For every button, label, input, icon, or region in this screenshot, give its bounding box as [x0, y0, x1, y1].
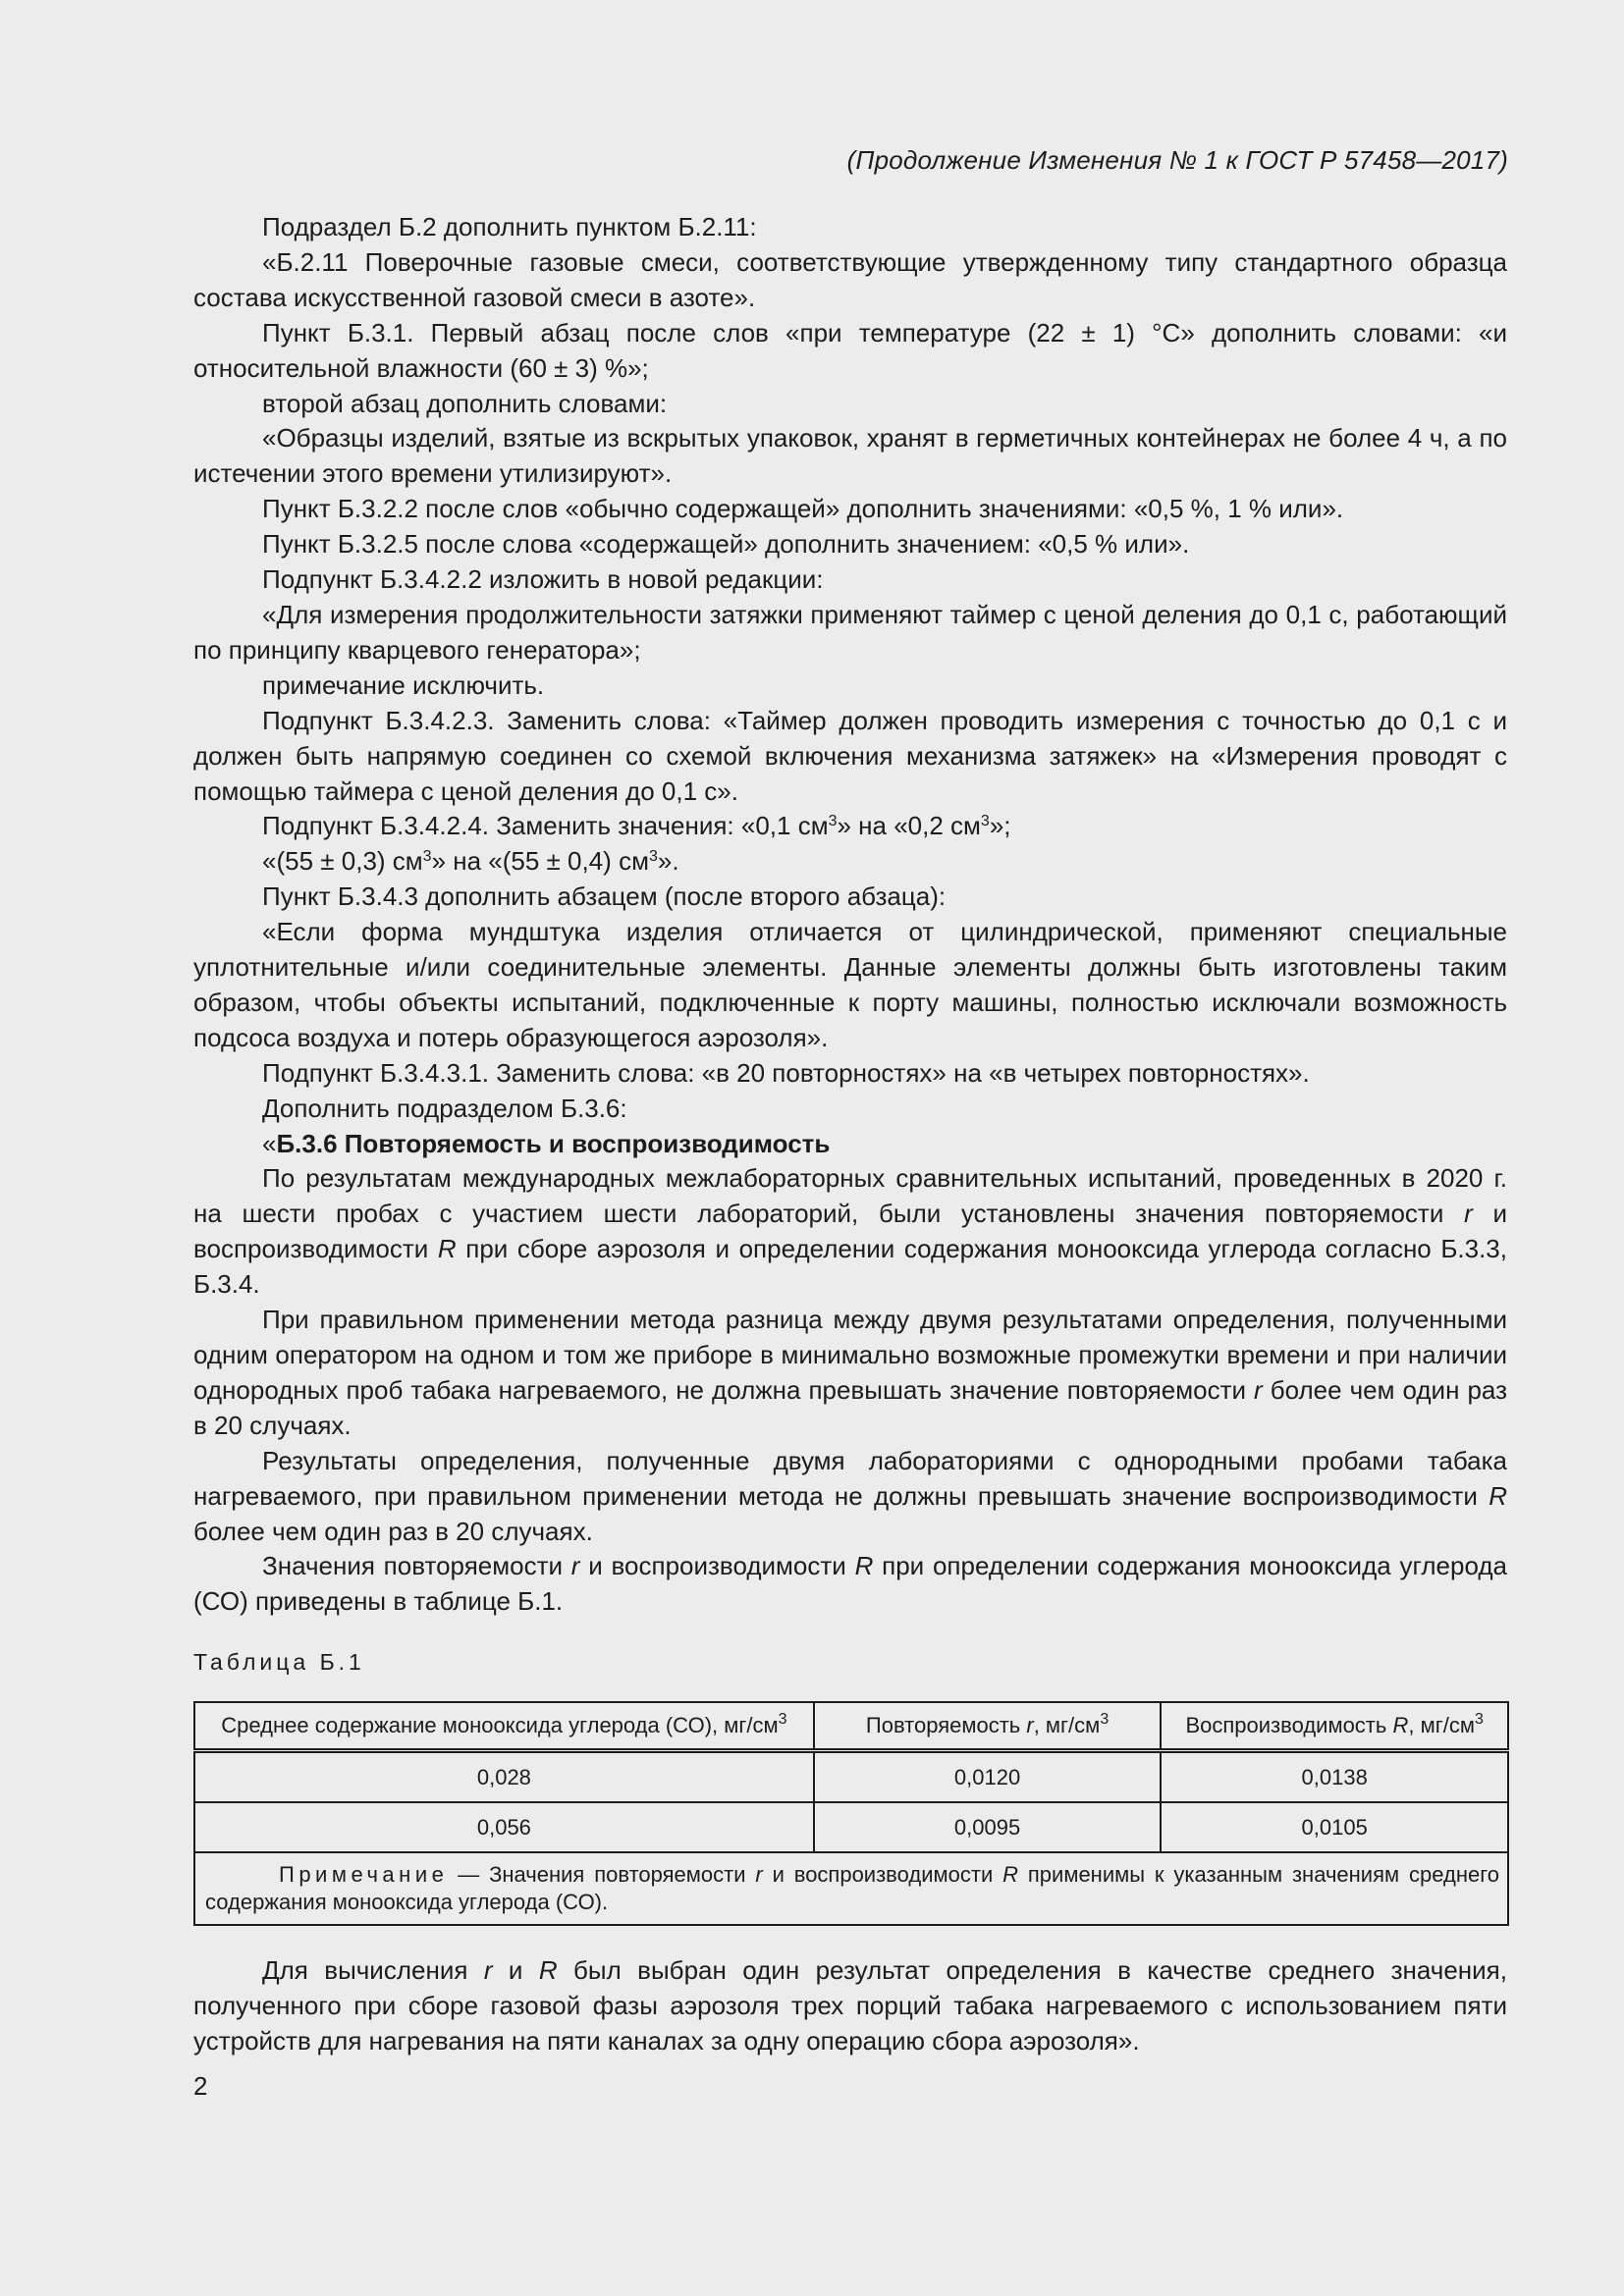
- text-run: «: [262, 1128, 277, 1158]
- table-caption: Таблица Б.1: [193, 1649, 365, 1675]
- paragraph: второй абзац дополнить словами:: [262, 388, 668, 418]
- text-run: был выбран один результат определения в качестве среднего значения, полученного при сборе газовой фазы аэрозоля трех порций табака нагреваемого с использованием пяти устройств для нагревания на пяти каналах за одну операцию сбора аэрозоля».: [193, 1955, 1507, 2056]
- text-run: и воспроизводимости: [579, 1551, 855, 1581]
- symbol-R: R: [538, 1955, 558, 1985]
- paragraph: «Б.2.11 Поверочные газовые смеси, соответствующие утвержденному типу стандартного образца состава искусственной газовой смеси в азоте».: [193, 246, 1507, 312]
- column-header: [194, 1702, 814, 1751]
- symbol-R: R: [1392, 1713, 1409, 1737]
- text-run: и: [492, 1955, 539, 1985]
- table-cell: 0,0095: [814, 1802, 1162, 1852]
- page-number: 2: [193, 2071, 208, 2101]
- text-run: Среднее содержание монооксида углерода (СО), мг/см: [221, 1713, 779, 1737]
- text-run: » на «0,2 см: [837, 811, 981, 841]
- paragraph: [193, 1549, 1507, 1620]
- text-run: более чем один раз в 20 случаях.: [193, 1516, 593, 1546]
- column-header: [814, 1702, 1162, 1751]
- text-run: Повторяемость: [865, 1713, 1027, 1737]
- symbol-r: r: [570, 1551, 580, 1581]
- paragraph: Пункт Б.3.1. Первый абзац после слов «при температуре (22 ± 1) °С» дополнить словами: «и относительной влажности (60 ± 3) %»;: [193, 317, 1507, 383]
- section-heading-text: Б.3.6 Повторяемость и воспроизводимость: [276, 1128, 831, 1158]
- paragraph: Подпункт Б.3.4.3.1. Заменить слова: «в 20 повторностях» на «в четырех повторностях».: [262, 1057, 1310, 1088]
- text-run: «(55 ± 0,3) см: [262, 846, 423, 877]
- paragraph: Дополнить подразделом Б.3.6:: [262, 1093, 627, 1123]
- paragraph: [193, 1444, 1507, 1550]
- paragraph: Подпункт Б.3.4.2.3. Заменить слова: «Таймер должен проводить измерения с точностью до 0,1 с и должен быть напрямую соединен со схемой включения механизма затяжек» на «Измерения проводят с помощью таймера с ценой деления до 0,1 с».: [193, 705, 1507, 806]
- text-run: , мг/см: [1408, 1713, 1475, 1737]
- symbol-r: r: [1254, 1374, 1263, 1405]
- text-run: Подпункт Б.3.4.2.4. Заменить значения: «0,1 см: [262, 811, 829, 841]
- symbol-r: r: [755, 1862, 763, 1887]
- superscript: 3: [980, 813, 990, 830]
- symbol-R: R: [437, 1234, 457, 1264]
- text-run: применимы к указанным значениям среднего содержания монооксида углерода (СО).: [205, 1862, 1499, 1914]
- text-run: при сборе аэрозоля и определении содержания монооксида углерода согласно Б.3.3, Б.3.4.: [193, 1234, 1507, 1300]
- symbol-r: r: [483, 1955, 493, 1985]
- paragraph: [193, 844, 1507, 880]
- text-run: При правильном применении метода разница между двумя результатами определения, полученными одним оператором на одном и том же приборе в минимально возможные промежутки времени и при наличии однородных проб табака нагреваемого, не должна превышать значение повторяемости: [193, 1305, 1507, 1405]
- paragraph: [193, 809, 1507, 844]
- text-run: и воспроизводимости: [193, 1199, 1507, 1264]
- column-header: [1161, 1702, 1508, 1751]
- note-label: Примечание: [279, 1862, 449, 1887]
- superscript: 3: [778, 1711, 787, 1728]
- superscript: 3: [828, 813, 838, 830]
- symbol-R: R: [854, 1551, 874, 1581]
- paragraph: примечание исключить.: [262, 669, 545, 700]
- data-table: [193, 1701, 1509, 1926]
- superscript: 3: [422, 848, 432, 866]
- symbol-r: r: [1464, 1199, 1473, 1229]
- body-text: [193, 210, 1507, 1620]
- paragraph: «Образцы изделий, взятые из вскрытых упаковок, хранят в герметичных контейнерах не более 4 ч, а по истечении этого времени утилизируют».: [193, 423, 1507, 489]
- paragraph: Пункт Б.3.4.3 дополнить абзацем (после второго абзаца):: [262, 881, 947, 912]
- text-run: более чем один раз в 20 случаях.: [193, 1374, 1507, 1440]
- paragraph: Пункт Б.3.2.2 после слов «обычно содержащей» дополнить значениями: «0,5 %, 1 % или».: [262, 494, 1344, 524]
- paragraph: [193, 1303, 1507, 1444]
- text-run: ».: [657, 846, 679, 877]
- text-run: По результатам международных межлабораторных сравнительных испытаний, проведенных в 2020 г. на шести пробах с участием шести лабораторий, были установлены значения повторяемости: [193, 1163, 1507, 1229]
- text-run: Значения повторяемости: [262, 1551, 571, 1581]
- text-run: , мг/см: [1033, 1713, 1101, 1737]
- table-cell: 0,0120: [814, 1751, 1162, 1803]
- paragraph: Подпункт Б.3.4.2.2 изложить в новой редакции:: [262, 564, 824, 595]
- table-row: [194, 1802, 1508, 1852]
- running-header: (Продолжение Изменения № 1 к ГОСТ Р 57458—2017): [846, 145, 1508, 175]
- section-heading: [193, 1127, 1507, 1162]
- table-row: [194, 1751, 1508, 1803]
- superscript: 3: [1100, 1711, 1110, 1728]
- table-cell: 0,0105: [1161, 1802, 1508, 1852]
- table-cell: 0,056: [194, 1802, 814, 1852]
- text-run: Воспроизводимость: [1185, 1713, 1393, 1737]
- superscript: 3: [648, 848, 658, 866]
- paragraph: «Если форма мундштука изделия отличается от цилиндрической, применяют специальные уплотнительные и/или соединительные элементы. Данные элементы должны быть изготовлены таким образом, чтобы объекты испытаний, подключенные к порту машины, полностью исключали возможность подсоса воздуха и потерь образующегося аэрозоля».: [193, 917, 1507, 1052]
- text-run: Результаты определения, полученные двумя лабораториями с однородными пробами табака нагреваемого, при правильном применении метода не должны превышать значение воспроизводимости: [193, 1445, 1507, 1511]
- text-run: » на «(55 ± 0,4) см: [431, 846, 649, 877]
- superscript: 3: [1474, 1711, 1484, 1728]
- paragraph: [193, 1161, 1507, 1303]
- symbol-R: R: [1002, 1862, 1018, 1887]
- paragraph: Подраздел Б.2 дополнить пунктом Б.2.11:: [262, 212, 757, 241]
- table-note: [194, 1852, 1508, 1925]
- table-cell: 0,0138: [1161, 1751, 1508, 1803]
- table-cell: 0,028: [194, 1751, 814, 1803]
- text-run: и воспроизводимости: [762, 1862, 1003, 1887]
- text-run: — Значения повторяемости: [448, 1862, 756, 1887]
- symbol-R: R: [1489, 1480, 1507, 1511]
- paragraph: «Для измерения продолжительности затяжки применяют таймер с ценой деления до 0,1 с, работающий по принципу кварцевого генератора»;: [193, 599, 1507, 665]
- table-note-row: [194, 1852, 1508, 1925]
- text-run: »;: [989, 811, 1011, 841]
- text-run: при определении содержания монооксида углерода (СО) приведены в таблице Б.1.: [193, 1551, 1507, 1617]
- text-run: Для вычисления: [262, 1955, 484, 1985]
- table-header-row: [194, 1702, 1508, 1751]
- paragraph: Пункт Б.3.2.5 после слова «содержащей» дополнить значением: «0,5 % или».: [262, 529, 1190, 560]
- closing-paragraph: [193, 1953, 1507, 2059]
- symbol-r: r: [1026, 1713, 1034, 1737]
